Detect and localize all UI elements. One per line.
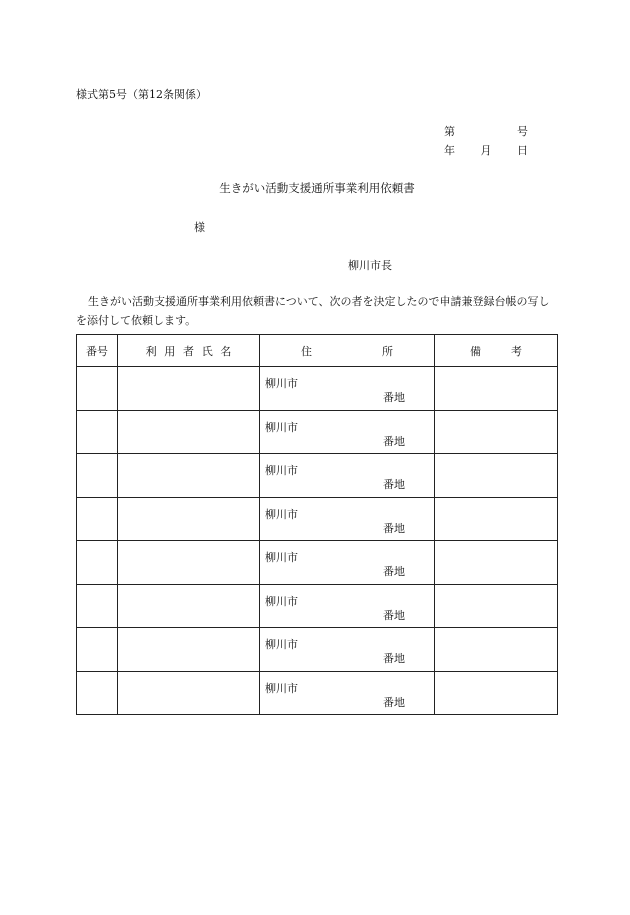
document-title: 生きがい活動支援通所事業利用依頼書	[219, 181, 415, 195]
row-address-cell[interactable]	[260, 628, 435, 672]
address-banchi-label: 番地	[383, 434, 405, 448]
row-address-cell[interactable]	[260, 584, 435, 628]
document-number-prefix: 第	[444, 125, 455, 138]
address-city-label: 柳川市	[265, 464, 298, 477]
document-number-suffix: 号	[517, 125, 528, 138]
table-row	[77, 497, 558, 541]
header-number: 番号	[77, 335, 118, 367]
row-address-cell[interactable]	[260, 367, 435, 411]
address-banchi-label: 番地	[383, 521, 405, 535]
address-city-label: 柳川市	[265, 594, 298, 608]
row-name-cell[interactable]	[118, 628, 260, 672]
table-header-row	[77, 335, 558, 367]
row-name-cell[interactable]	[118, 497, 260, 541]
row-address-cell[interactable]	[260, 497, 435, 541]
row-number-cell[interactable]	[77, 410, 118, 454]
row-address-cell[interactable]	[260, 671, 435, 715]
address-city-label: 柳川市	[265, 507, 298, 521]
addressee-honorific: 様	[194, 221, 205, 234]
address-banchi-label: 番地	[383, 478, 405, 491]
row-number-cell[interactable]	[77, 671, 118, 715]
row-name-cell[interactable]	[118, 671, 260, 715]
body-paragraph: 生きがい活動支援通所事業利用依頼書について、次の者を決定したので申請兼登録台帳の写しを添付して依頼します。	[76, 295, 550, 327]
address-banchi-label: 番地	[383, 652, 405, 665]
row-address-cell[interactable]	[260, 454, 435, 498]
row-name-cell[interactable]	[118, 584, 260, 628]
table-row	[77, 671, 558, 715]
row-number-cell[interactable]	[77, 584, 118, 628]
header-remarks: 備 考	[435, 335, 558, 367]
row-remarks-cell[interactable]	[435, 410, 558, 454]
row-remarks-cell[interactable]	[435, 584, 558, 628]
row-number-cell[interactable]	[77, 367, 118, 411]
row-remarks-cell[interactable]	[435, 671, 558, 715]
address-banchi-label: 番地	[383, 608, 405, 622]
row-number-cell[interactable]	[77, 454, 118, 498]
form-number-label: 様式第5号（第12条関係）	[76, 88, 207, 101]
row-address-cell[interactable]	[260, 541, 435, 585]
row-number-cell[interactable]	[77, 541, 118, 585]
table-row	[77, 454, 558, 498]
row-name-cell[interactable]	[118, 541, 260, 585]
row-remarks-cell[interactable]	[435, 497, 558, 541]
header-address: 住 所	[260, 335, 435, 367]
address-banchi-label: 番地	[383, 695, 405, 709]
address-banchi-label: 番地	[383, 565, 405, 578]
row-number-cell[interactable]	[77, 628, 118, 672]
date-year: 年	[444, 144, 455, 157]
row-name-cell[interactable]	[118, 454, 260, 498]
address-city-label: 柳川市	[265, 377, 298, 390]
date-day: 日	[517, 144, 528, 157]
request-table	[76, 334, 558, 715]
row-name-cell[interactable]	[118, 367, 260, 411]
row-remarks-cell[interactable]	[435, 454, 558, 498]
table-row	[77, 584, 558, 628]
table-row	[77, 410, 558, 454]
row-number-cell[interactable]	[77, 497, 118, 541]
date-month: 月	[480, 144, 492, 157]
row-remarks-cell[interactable]	[435, 367, 558, 411]
address-city-label: 柳川市	[265, 681, 298, 695]
row-address-cell[interactable]	[260, 410, 435, 454]
header-user-name: 利用者氏名	[118, 335, 260, 367]
document-number-line	[444, 123, 528, 139]
address-city-label: 柳川市	[265, 420, 298, 434]
row-remarks-cell[interactable]	[435, 541, 558, 585]
table-row	[77, 367, 558, 411]
table-row	[77, 541, 558, 585]
row-remarks-cell[interactable]	[435, 628, 558, 672]
address-banchi-label: 番地	[383, 391, 405, 404]
address-city-label: 柳川市	[265, 638, 298, 651]
sender-name: 柳川市長	[348, 259, 392, 272]
document-date-line	[444, 142, 528, 158]
row-name-cell[interactable]	[118, 410, 260, 454]
table-row	[77, 628, 558, 672]
address-city-label: 柳川市	[265, 551, 298, 564]
